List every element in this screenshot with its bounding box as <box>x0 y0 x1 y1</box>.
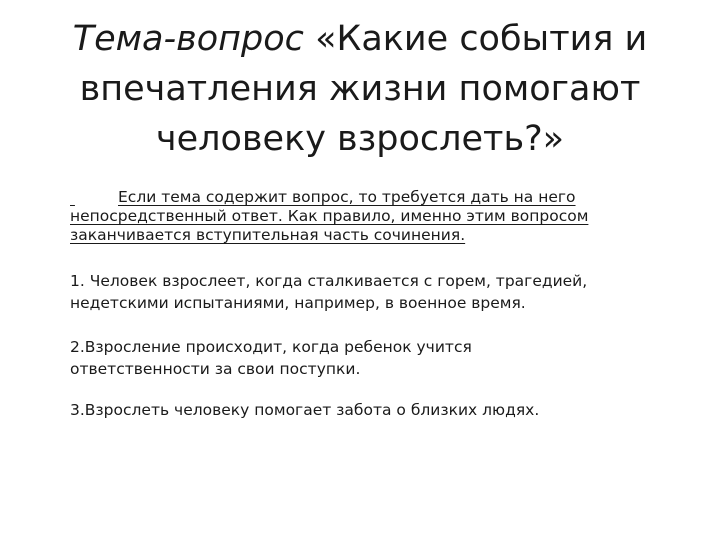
point-1-line-2: недетскими испытаниями, например, в военное время. <box>70 294 526 312</box>
point-1 <box>70 270 680 314</box>
point-1-line-1: 1. Человек взрослеет, когда сталкивается с горем, трагедией, <box>70 272 588 290</box>
title-line-1-rest: «Какие события и <box>303 19 648 59</box>
title-line-3: человеку взрослеть?» <box>155 119 565 159</box>
point-2 <box>70 336 680 380</box>
slide-title <box>60 14 660 164</box>
point-2-line-2: ответственности за свои поступки. <box>70 360 361 378</box>
point-3 <box>70 399 680 421</box>
intro-indent <box>70 188 118 207</box>
title-emphasis: Тема-вопрос <box>72 19 304 59</box>
intro-line-1-text: Если тема содержит вопрос, то требуется дать на него <box>118 188 576 206</box>
point-3-line-1: 3.Взрослеть человеку помогает забота о близких людях. <box>70 401 540 419</box>
intro-line-2: непосредственный ответ. Как правило, именно этим вопросом <box>70 207 589 225</box>
intro-paragraph <box>70 188 670 245</box>
intro-line-3: заканчивается вступительная часть сочинения. <box>70 226 466 244</box>
title-line-2: впечатления жизни помогают <box>79 69 641 109</box>
intro-line-1 <box>70 188 670 207</box>
title-line-1 <box>60 14 660 64</box>
point-2-line-1: 2.Взросление происходит, когда ребенок учится <box>70 338 472 356</box>
